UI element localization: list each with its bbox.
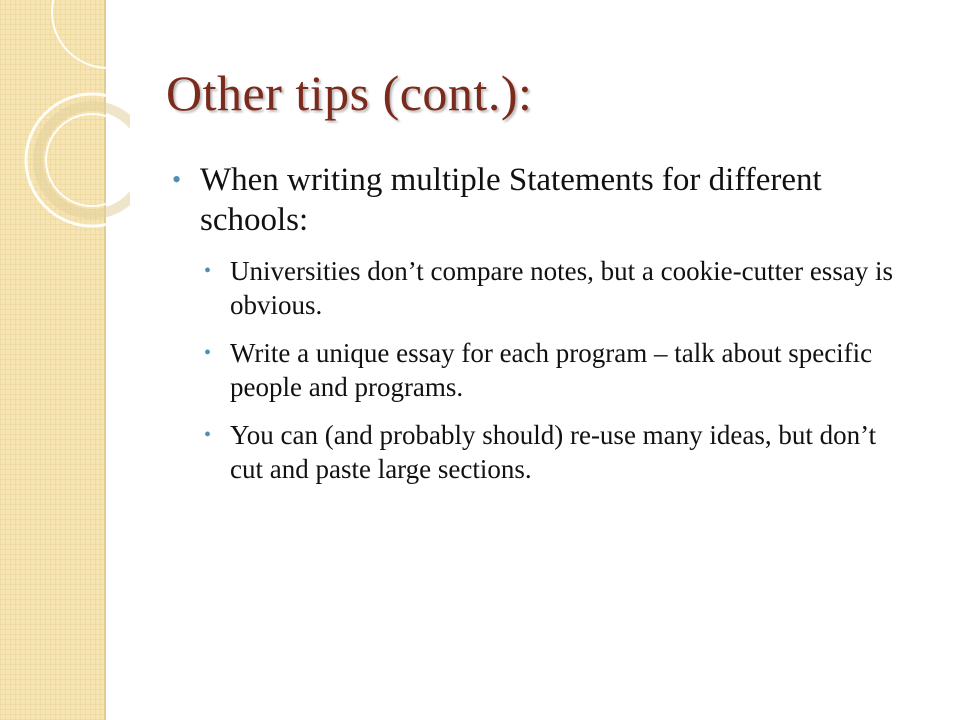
sub-bullet-item	[204, 254, 912, 322]
sub-bullet-item	[204, 336, 912, 404]
bullet-item	[172, 160, 912, 240]
bullet-dot-icon: •	[172, 165, 182, 194]
slide-title: Other tips (cont.):	[166, 65, 533, 121]
bullet-dot-icon: •	[204, 260, 212, 282]
sub-bullet-text: Universities don’t compare notes, but a cookie-cutter essay is obvious.	[230, 256, 894, 320]
slide-content	[172, 160, 912, 500]
sub-bullet-text: Write a unique essay for each program – talk about specific people and programs.	[230, 338, 873, 402]
decorative-circles	[0, 0, 130, 260]
sub-bullet-text: You can (and probably should) re-use many ideas, but don’t cut and paste large sections.	[230, 420, 877, 484]
bullet-dot-icon: •	[204, 424, 212, 446]
sub-bullet-list	[204, 254, 912, 486]
bullet-dot-icon: •	[204, 342, 212, 364]
bullet-text: When writing multiple Statements for different schools:	[200, 162, 822, 238]
sub-bullet-item	[204, 418, 912, 486]
